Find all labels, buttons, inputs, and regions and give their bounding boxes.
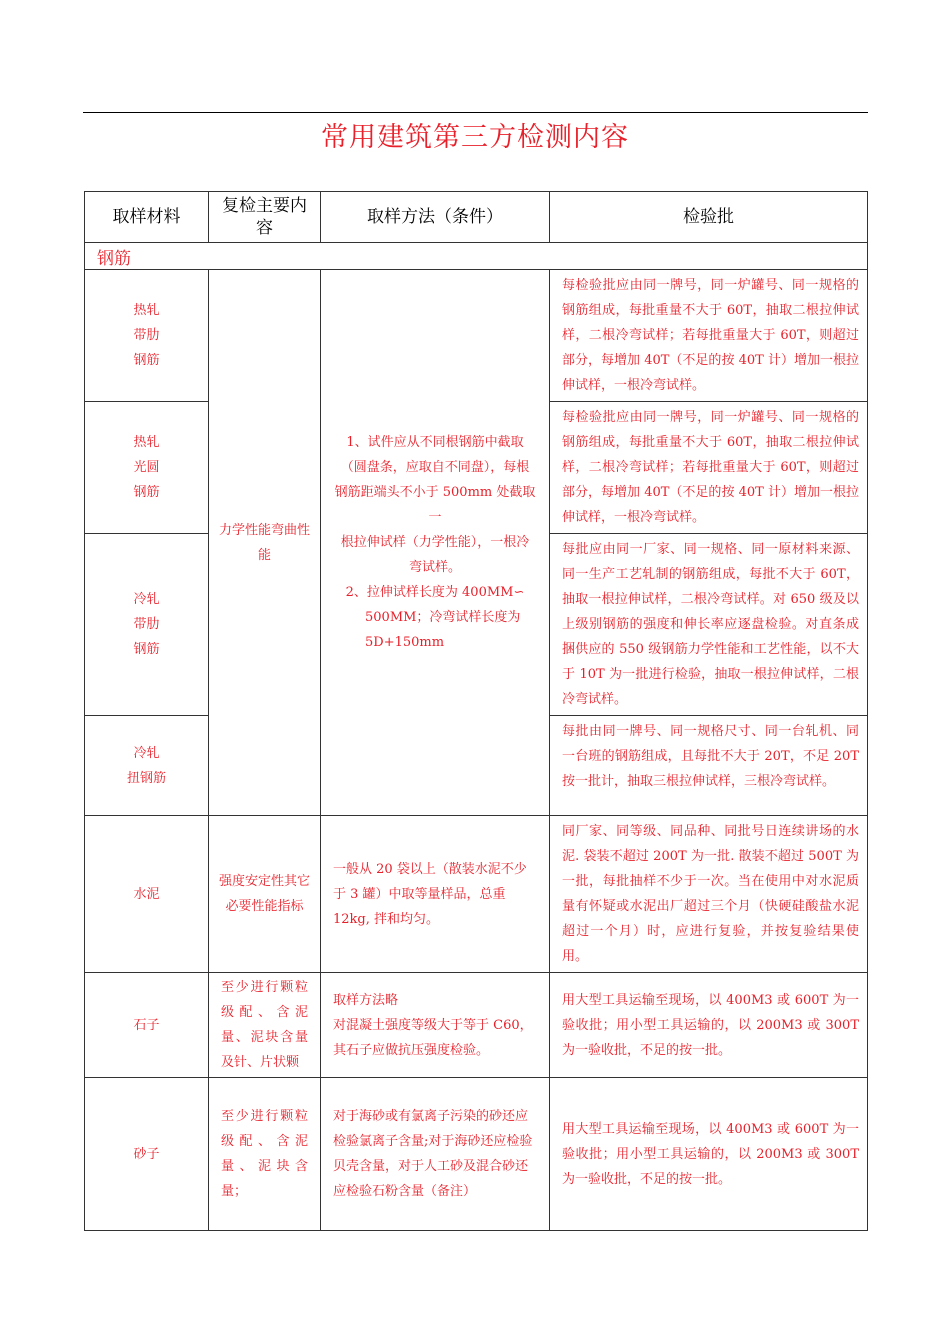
table-header-row [85, 192, 868, 243]
material-cell [85, 402, 209, 534]
material-cell: 水泥 [85, 816, 209, 973]
header-method: 取样方法（条件） [321, 192, 550, 243]
material-cell [85, 716, 209, 816]
material-line: 钢筋 [133, 353, 160, 368]
page-title: 常用建筑第三方检测内容 [321, 122, 629, 153]
batch-cell: 用大型工具运输至现场，以 400M3 或 600T 为一验收批；用小型工具运输的，以 200M3 或 300T 为一验收批，不足的按一批。 [550, 973, 868, 1078]
material-line: 冷轧 [133, 745, 160, 761]
method-line: 2、拉伸试样长度为 400MM∽ [345, 585, 525, 600]
material-line: 冷轧 [133, 592, 160, 607]
material-cell: 石子 [85, 973, 209, 1078]
content-cell: 至少进行颗粒级配、含泥量、泥块含量； [209, 1078, 321, 1231]
header-batch: 检验批 [550, 192, 868, 243]
content-cell: 力学性能弯曲性能 [209, 270, 321, 816]
batch-cell: 每批由同一牌号、同一规格尺寸、同一台轧机、同一台班的钢筋组成，且每批不大于 20T，不足 20T 按一批计，抽取三根拉伸试样，三根冷弯试样。 [550, 716, 868, 816]
content-cell: 强度安定性其它必要性能指标 [209, 816, 321, 973]
material-line: 带肋 [133, 617, 160, 632]
material-line: 热轧 [133, 303, 160, 318]
batch-cell: 用大型工具运输至现场，以 400M3 或 600T 为一验收批；用小型工具运输的，以 200M3 或 300T 为一验收批，不足的按一批。 [550, 1078, 868, 1231]
batch-cell: 同厂家、同等级、同品种、同批号日连续讲场的水泥. 袋装不超过 200T 为一批. 散装不超过 500T 为一批，每批抽样不少于一次。当在使用中对水泥质量有怀疑或水泥出厂超过三个月（快硬硅酸盐水泥超过一个月）时，应进行复验，并按复验结果使用。 [550, 816, 868, 973]
table-row [85, 270, 868, 402]
material-line: 带肋 [133, 328, 160, 343]
material-cell: 砂子 [85, 1078, 209, 1231]
method-cell: 对于海砂或有氯离子污染的砂还应检验氯离子含量;对于海砂还应检验贝壳含量，对于人工砂及混合砂还应检验石粉含量（备注） [321, 1078, 550, 1231]
table-row [85, 1078, 868, 1231]
content-cell: 至少进行颗粒级配、含泥量、泥块含量及针、片状颗 [209, 973, 321, 1078]
header-content: 复检主要内容 [209, 192, 321, 243]
category-rebar: 钢筋 [85, 243, 868, 270]
top-rule [83, 112, 868, 113]
method-line: 1、试件应从不同根钢筋中截取 [346, 435, 524, 450]
material-line: 扭钢筋 [126, 770, 166, 786]
method-line: 弯试样。 [408, 560, 461, 575]
table-row [85, 973, 868, 1078]
material-line: 光圆 [133, 460, 160, 475]
method-cell [321, 270, 550, 816]
method-line: 5D+150mm [365, 635, 445, 650]
method-line: 根拉伸试样（力学性能），一根冷 [340, 535, 530, 550]
material-cell [85, 534, 209, 716]
material-cell [85, 270, 209, 402]
category-row [85, 243, 868, 270]
method-line: （圆盘条，应取自不同盘），每根 [340, 460, 530, 475]
material-line: 钢筋 [133, 642, 160, 657]
material-line: 钢筋 [133, 485, 160, 500]
material-line: 热轧 [133, 435, 160, 450]
method-cell [321, 973, 550, 1078]
table-row [85, 816, 868, 973]
inspection-table [84, 191, 868, 1231]
method-line: 对混凝土强度等级大于等于 C60，其石子应做抗压强度检验。 [333, 1017, 533, 1058]
batch-cell: 每批应由同一厂家、同一规格、同一原材料来源、同一生产工艺轧制的钢筋组成，每批不大于 60T，抽取一根拉伸试样，二根冷弯试样。对 650 级及以上级别钢筋的强度和伸长率应逐盘检验。对直条成捆供应的 550 级钢筋力学性能和工艺性能，以不大于 10T 为一批进行检验，抽取一根拉伸试样，二根冷弯试样。 [550, 534, 868, 716]
method-cell: 一般从 20 袋以上（散装水泥不少于 3 罐）中取等量样品，总重 12kg, 拌和均匀。 [321, 816, 550, 973]
batch-cell: 每检验批应由同一牌号，同一炉罐号、同一规格的钢筋组成，每批重量不大于 60T，抽取二根拉伸试样，二根冷弯试样；若每批重量大于 60T，则超过部分，每增加 40T（不足的按 40T 计）增加一根拉伸试样，一根冷弯试样。 [550, 402, 868, 534]
method-line: 钢筋距端头不小于 500mm 处截取一 [334, 485, 536, 525]
method-line: 500MM；冷弯试样长度为 [365, 610, 521, 625]
header-material: 取样材料 [85, 192, 209, 243]
method-line: 取样方法略 [333, 992, 399, 1008]
batch-cell: 每检验批应由同一牌号，同一炉罐号、同一规格的钢筋组成，每批重量不大于 60T，抽取二根拉伸试样，二根冷弯试样；若每批重量大于 60T，则超过部分，每增加 40T（不足的按 40T 计）增加一根拉伸试样，一根冷弯试样。 [550, 270, 868, 402]
